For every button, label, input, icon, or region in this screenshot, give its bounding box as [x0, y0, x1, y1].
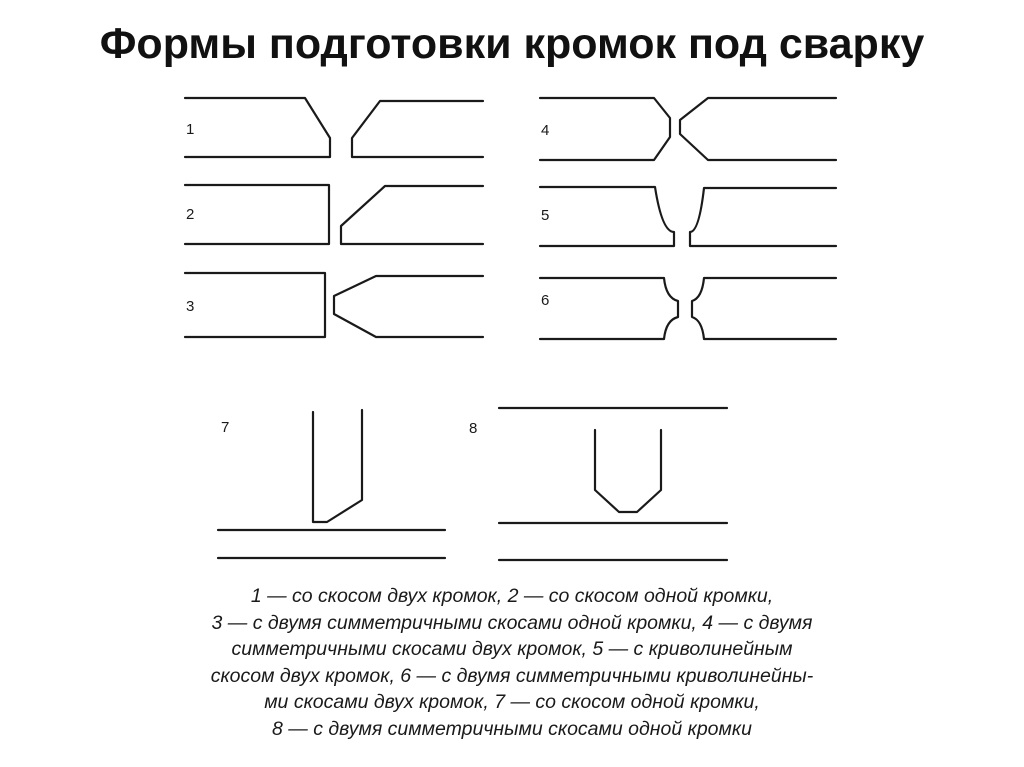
- joint-1-right-plate: [352, 101, 483, 157]
- figure-caption: [100, 583, 924, 743]
- joint-8-drawing: [469, 408, 727, 560]
- caption-line: 3 — с двумя симметричными скосами одной кромки, 4 — с двумя: [211, 611, 813, 634]
- joint-3-drawing: [185, 273, 483, 337]
- joint-1-label: 1: [186, 121, 195, 138]
- joint-4-left-plate: [540, 98, 670, 160]
- joint-5-right-plate: [690, 188, 836, 246]
- joint-7-label: 7: [221, 419, 230, 436]
- joint-6-right-plate: [692, 278, 836, 339]
- caption-line: скосом двух кромок, 6 — с двумя симметричными криволинейны-: [210, 664, 814, 687]
- joint-2-label: 2: [186, 206, 195, 223]
- joint-6-left-plate: [540, 278, 678, 339]
- joint-3-left-plate: [185, 273, 325, 337]
- joint-8-label: 8: [469, 420, 478, 437]
- caption-line: ми скосами двух кромок, 7 — со скосом одной кромки,: [264, 691, 760, 714]
- joint-5-left-plate: [540, 187, 674, 246]
- joint-6-label: 6: [541, 292, 550, 309]
- joint-2-left-plate: [185, 185, 329, 244]
- joint-5-label: 5: [541, 207, 550, 224]
- joint-7-drawing: [218, 410, 445, 558]
- caption-line: симметричными скосами двух кромок, 5 — с криволинейным: [231, 638, 793, 661]
- joint-2-drawing: [185, 185, 483, 244]
- joint-1-drawing: [185, 98, 483, 157]
- joint-3-right-plate: [334, 276, 483, 337]
- joint-2-right-plate: [341, 186, 483, 244]
- joint-4-right-plate: [680, 98, 836, 160]
- joint-6-drawing: [540, 278, 836, 339]
- joint-1-left-plate: [185, 98, 330, 157]
- joint-8-vertical-plate: [595, 430, 661, 512]
- caption-line: 1 — со скосом двух кромок, 2 — со скосом одной кромки,: [250, 585, 774, 607]
- page-title: Формы подготовки кромок под сварку: [99, 20, 925, 68]
- caption-line: 8 — с двумя симметричными скосами одной кромки: [272, 717, 752, 740]
- joint-7-vertical-plate: [313, 410, 362, 522]
- joint-4-drawing: [540, 98, 836, 160]
- joint-4-label: 4: [541, 122, 550, 139]
- joint-5-drawing: [540, 187, 836, 246]
- joint-3-label: 3: [186, 298, 195, 315]
